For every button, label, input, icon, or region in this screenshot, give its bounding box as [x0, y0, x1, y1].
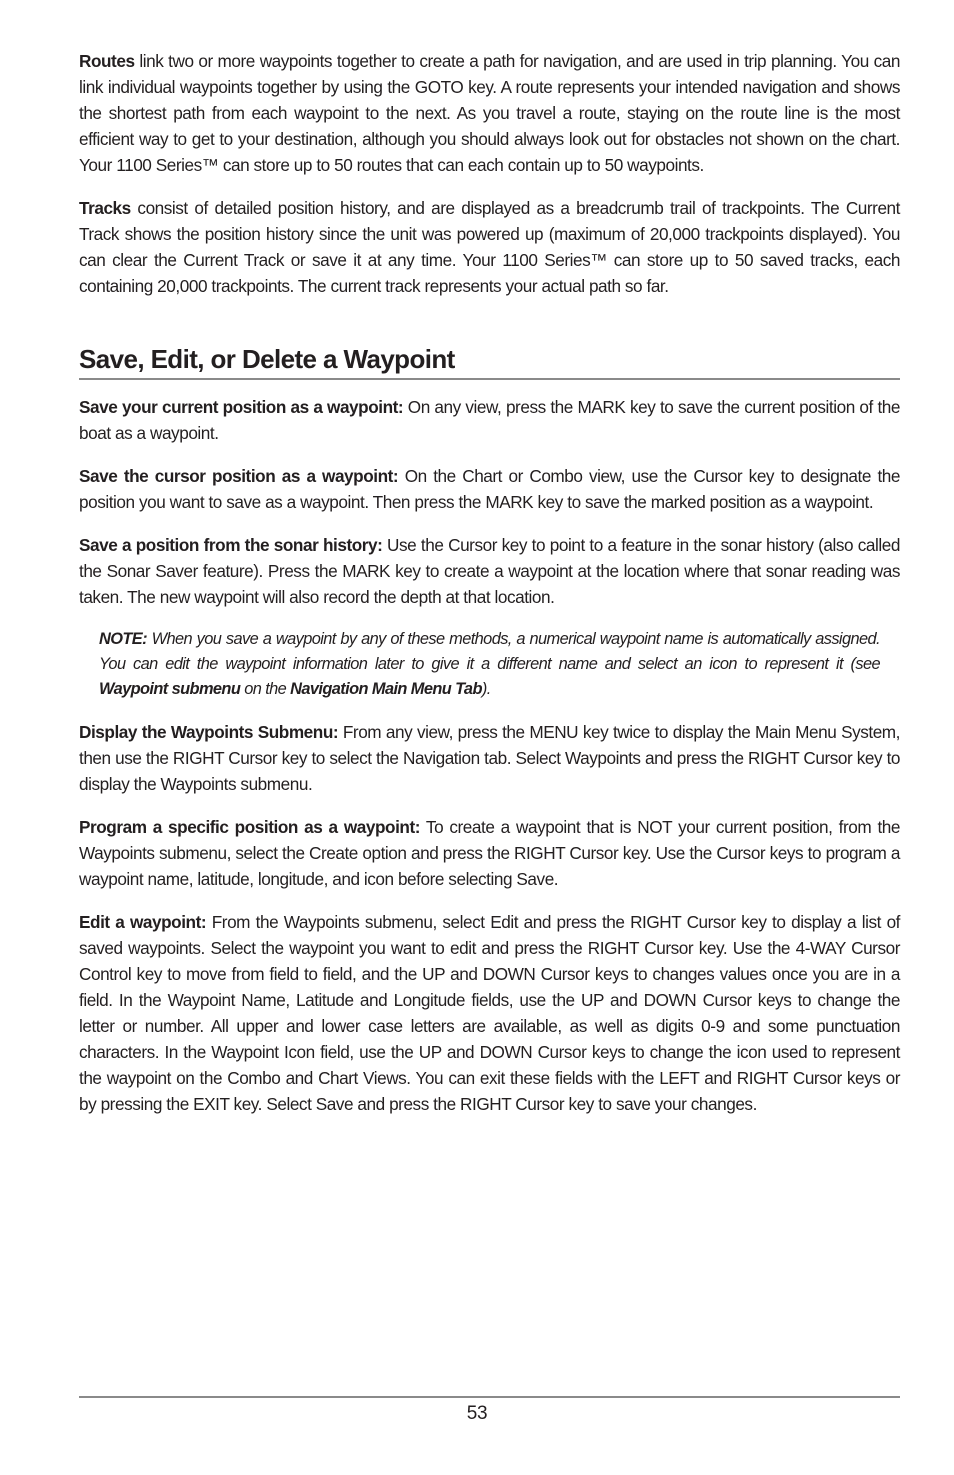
section-heading: Save, Edit, or Delete a Waypoint	[79, 343, 900, 380]
paragraph-lead: Program a specific position as a waypoint:	[79, 817, 421, 837]
section-body	[79, 394, 900, 1117]
page-number: 53	[466, 1403, 488, 1424]
paragraph-lead: Display the Waypoints Submenu:	[79, 722, 339, 742]
tracks-text: consist of detailed position history, and are displayed as a breadcrumb trail of trackpoints. The Current Track shows the position history since the unit was powered up (maximum of 20,000 trackpoints displayed). You can clear the Current Track or save it at any time. Your 1100 Series™ can store up to 50 saved tracks, each containing 20,000 trackpoints. The current track represents your actual path so far.	[79, 198, 900, 296]
routes-text: link two or more waypoints together to create a path for navigation, and are used in trip planning. You can link individual waypoints together by using the GOTO key. A route represents your intended navigation and shows the shortest path from each waypoint to the next. As you travel a route, staying on the route line is the most efficient way to get to your destination, although you should always look out for obstacles not shown on the chart. Your 1100 Series™ can store up to 50 routes that can each contain up to 50 waypoints.	[79, 51, 900, 175]
save-current-position-paragraph	[79, 394, 900, 446]
paragraph-text: From any view, press the MENU key twice to display the Main Menu System, then use the RIGHT Cursor key to select the Navigation tab. Select Waypoints and press the RIGHT Cursor key to display the Waypoints submenu.	[79, 722, 900, 794]
note-block	[99, 627, 880, 702]
note-label: NOTE:	[99, 630, 147, 648]
note-text: ).	[481, 680, 491, 698]
note-ref-waypoint-submenu: Waypoint submenu	[99, 680, 241, 698]
save-sonar-history-paragraph	[79, 532, 900, 610]
routes-paragraph	[79, 48, 900, 178]
paragraph-text: Use the Cursor key to point to a feature in the sonar history (also called the Sonar Saver feature). Press the MARK key to create a waypoint at the location where that sonar reading was taken. The new waypoint will also record the depth at that location.	[79, 535, 900, 607]
manual-page	[79, 48, 900, 1134]
paragraph-text: On the Chart or Combo view, use the Cursor key to designate the position you want to save as a waypoint. Then press the MARK key to save the marked position as a waypoint.	[79, 466, 901, 512]
paragraph-text: On any view, press the MARK key to save the current position of the boat as a waypoint.	[79, 397, 901, 443]
paragraph-lead: Edit a waypoint:	[79, 912, 207, 932]
paragraph-text: From the Waypoints submenu, select Edit and press the RIGHT Cursor key to display a list of saved waypoints. Select the waypoint you want to edit and press the RIGHT Cursor key. Use the 4-WAY Cursor Control key to move from field to field, and the UP and DOWN Cursor keys to changes values once you are in a field. In the Waypoint Name, Latitude and Longitude fields, use the UP and DOWN Cursor keys to change the letter or number. All upper and lower case letters are available, as well as digits 0-9 and some punctuation characters. In the Waypoint Icon field, use the UP and DOWN Cursor keys to change the icon used to represent the waypoint on the Combo and Chart Views. You can exit these fields with the LEFT and RIGHT Cursor keys or by pressing the EXIT key. Select Save and press the RIGHT Cursor key to save your changes.	[79, 912, 900, 1114]
footer-divider	[79, 1396, 900, 1398]
edit-waypoint-paragraph	[79, 909, 900, 1117]
tracks-term: Tracks	[79, 198, 131, 218]
paragraph-lead: Save your current position as a waypoint:	[79, 397, 404, 417]
note-ref-navigation-tab: Navigation Main Menu Tab	[290, 680, 482, 698]
tracks-paragraph	[79, 195, 900, 299]
note-text: When you save a waypoint by any of these methods, a numerical waypoint name is automatically assigned. You can edit the waypoint information later to give it a different name and select an icon to represent it (see	[99, 630, 880, 673]
routes-term: Routes	[79, 51, 135, 71]
paragraph-lead: Save a position from the sonar history:	[79, 535, 383, 555]
note-text: on the	[240, 680, 291, 698]
paragraph-lead: Save the cursor position as a waypoint:	[79, 466, 399, 486]
paragraph-text: To create a waypoint that is NOT your current position, from the Waypoints submenu, select the Create option and press the RIGHT Cursor key. Use the Cursor keys to program a waypoint name, latitude, longitude, and icon before selecting Save.	[79, 817, 900, 889]
program-position-paragraph	[79, 814, 900, 892]
display-waypoints-submenu-paragraph	[79, 719, 900, 797]
save-cursor-position-paragraph	[79, 463, 900, 515]
